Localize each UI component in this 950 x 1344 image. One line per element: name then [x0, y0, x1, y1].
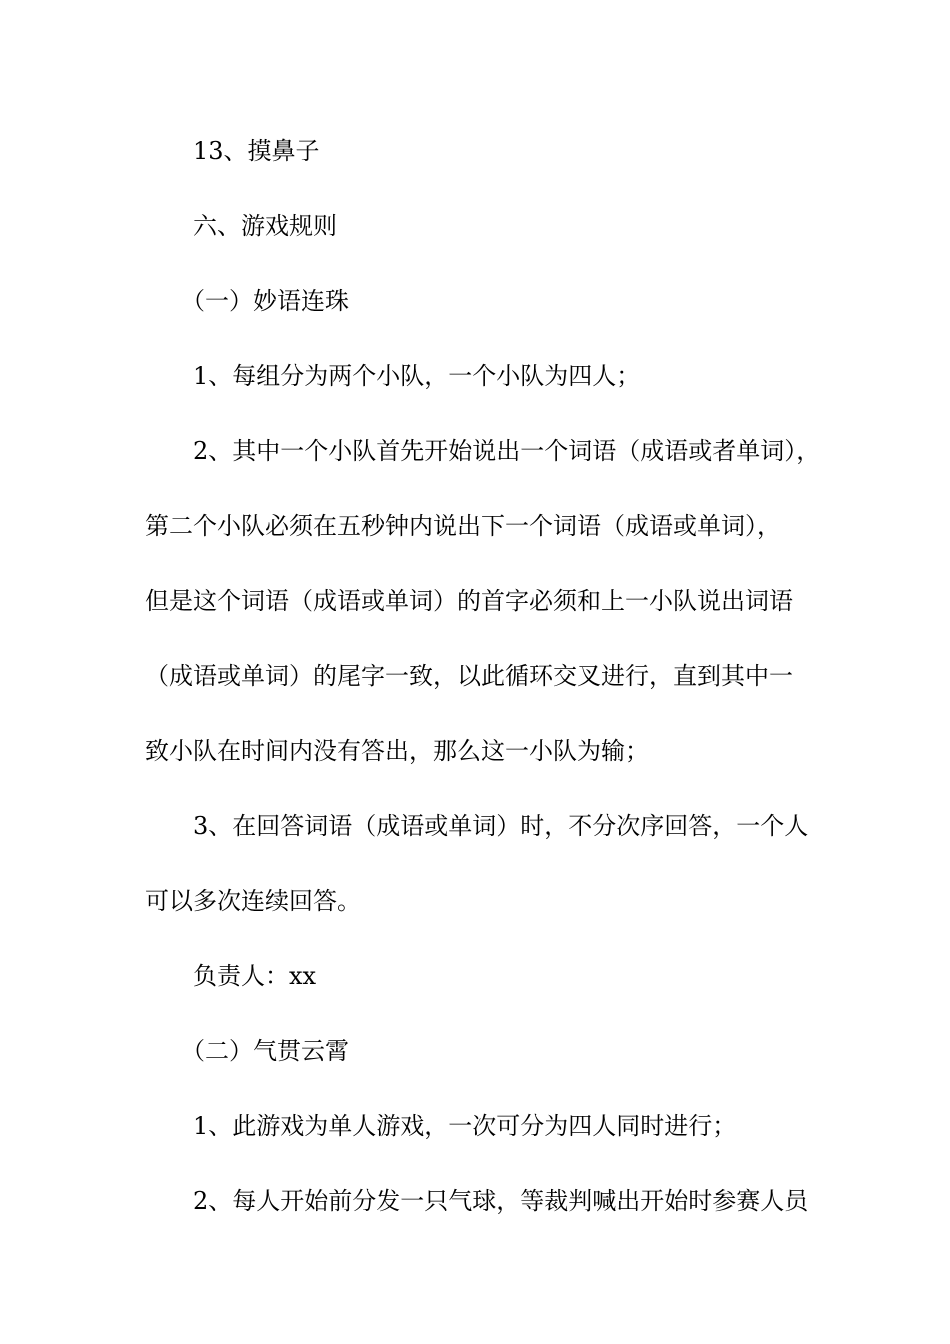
- rule-2-text-line-2: 第二个小队必须在五秒钟内说出下一个词语（成语或单词），: [145, 512, 781, 540]
- subsection-1-heading: （一）妙语连珠: [181, 287, 349, 315]
- item-13-heading: 13、摸鼻子: [193, 137, 320, 165]
- rule-2-text-line-1: 2、其中一个小队首先开始说出一个词语（成语或者单词），: [193, 437, 821, 465]
- rule-2-1-text: 1、此游戏为单人游戏，一次可分为四人同时进行；: [193, 1112, 737, 1140]
- rule-2-2-text: 2、每人开始前分发一只气球，等裁判喊出开始时参赛人员: [193, 1187, 809, 1215]
- rule-2-text-line-4: （成语或单词）的尾字一致，以此循环交叉进行，直到其中一: [145, 662, 793, 690]
- rule-3-text-line-1: 3、在回答词语（成语或单词）时，不分次序回答，一个人: [193, 812, 809, 840]
- rule-2-text-line-5: 致小队在时间内没有答出，那么这一小队为输；: [145, 737, 649, 765]
- responsible-person: 负责人：xx: [193, 962, 317, 990]
- subsection-2-heading: （二）气贯云霄: [181, 1037, 349, 1065]
- rule-3-text-line-2: 可以多次连续回答。: [145, 887, 361, 915]
- rule-1-text: 1、每组分为两个小队，一个小队为四人；: [193, 362, 641, 390]
- rule-2-text-line-3: 但是这个词语（成语或单词）的首字必须和上一小队说出词语: [145, 587, 793, 615]
- section-6-heading: 六、游戏规则: [193, 212, 337, 240]
